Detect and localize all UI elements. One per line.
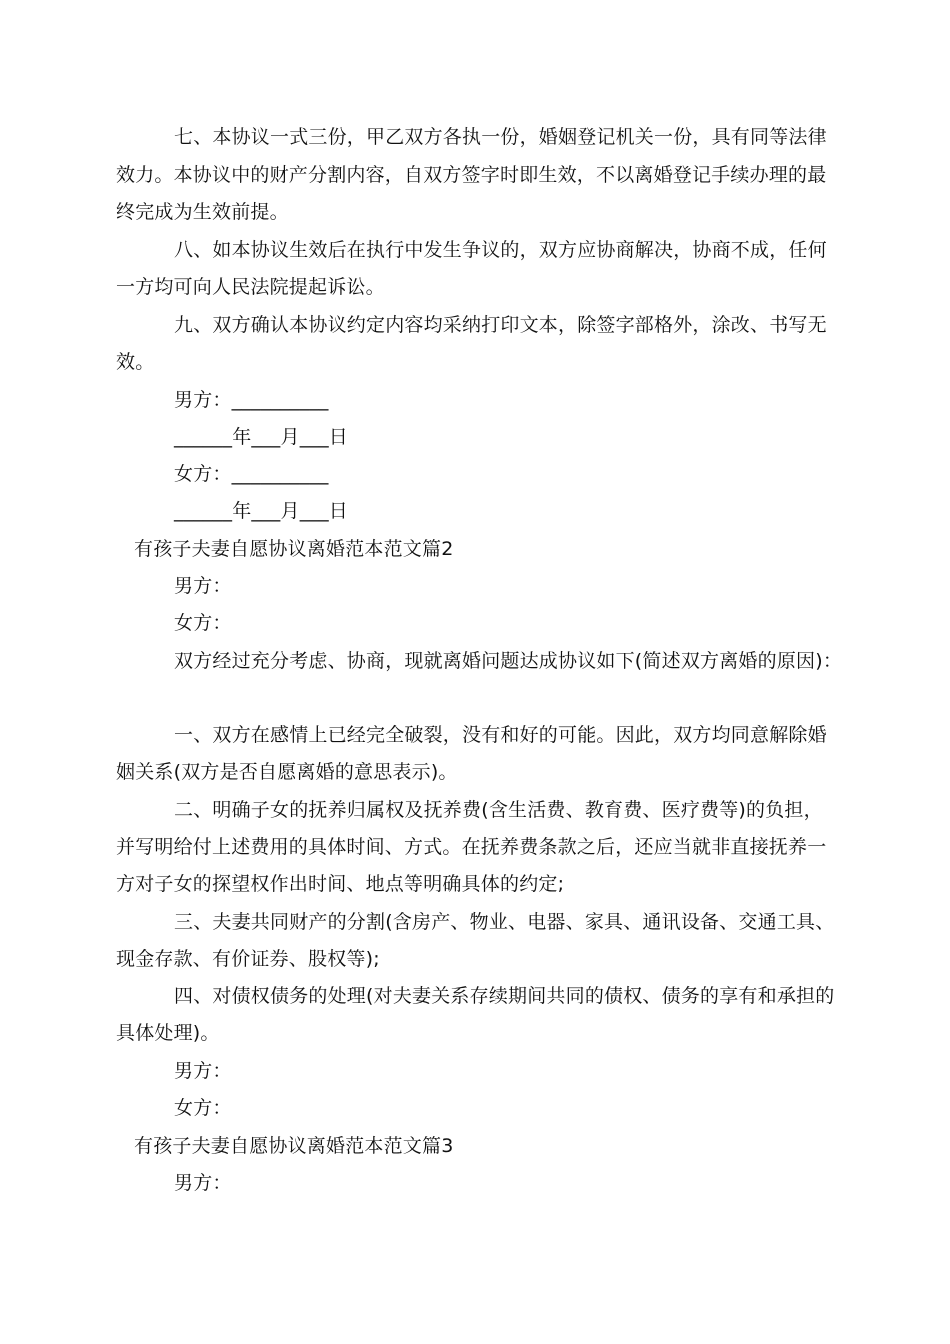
section-2-male-sign: 男方：	[174, 1060, 232, 1082]
date-line-2: ______年___月___日	[174, 500, 349, 522]
item-4-line-1: 四、对债权债务的处理(对夫妻关系存续期间共同的债权、债务的享有和承担的	[174, 985, 835, 1007]
section-2-male: 男方：	[174, 575, 232, 597]
male-signature-line: 男方：__________	[174, 389, 329, 411]
item-3-line-1: 三、夫妻共同财产的分割(含房产、物业、电器、家具、通讯设备、交通工具、	[174, 911, 835, 933]
item-3-line-2: 现金存款、有价证券、股权等);	[116, 948, 380, 970]
clause-7-line-1: 七、本协议一式三份，甲乙双方各执一份，婚姻登记机关一份，具有同等法律	[174, 126, 827, 148]
item-2-line-2: 并写明给付上述费用的具体时间、方式。在抚养费条款之后，还应当就非直接抚养一	[116, 836, 827, 858]
section-2-intro: 双方经过充分考虑、协商，现就离婚问题达成协议如下(简述双方离婚的原因)：	[174, 650, 843, 672]
female-signature-line: 女方：__________	[174, 463, 329, 485]
item-2-line-3: 方对子女的探望权作出时间、地点等明确具体的约定;	[116, 873, 565, 895]
clause-8-line-1: 八、如本协议生效后在执行中发生争议的，双方应协商解决，协商不成，任何	[174, 239, 827, 261]
item-4-line-2: 具体处理)。	[116, 1022, 220, 1044]
clause-9-line-2: 效。	[116, 351, 155, 373]
section-3-male: 男方：	[174, 1172, 232, 1194]
clause-8-line-2: 一方均可向人民法院提起诉讼。	[116, 276, 385, 298]
section-2-female-sign: 女方：	[174, 1097, 232, 1119]
date-line-1: ______年___月___日	[174, 426, 349, 448]
item-2-line-1: 二、明确子女的抚养归属权及抚养费(含生活费、教育费、医疗费等)的负担，	[174, 799, 823, 821]
clause-7-line-3: 终完成为生效前提。	[116, 201, 289, 223]
clause-9-line-1: 九、双方确认本协议约定内容均采纳打印文本，除签字部格外，涂改、书写无	[174, 314, 827, 336]
clause-7-line-2: 效力。本协议中的财产分割内容，自双方签字时即生效，不以离婚登记手续办理的最	[116, 164, 827, 186]
heading-article-2: 有孩子夫妻自愿协议离婚范本范文篇2	[134, 538, 454, 560]
item-1-line-2: 姻关系(双方是否自愿离婚的意思表示)。	[116, 761, 458, 783]
item-1-line-1: 一、双方在感情上已经完全破裂，没有和好的可能。因此，双方均同意解除婚	[174, 724, 827, 746]
section-2-female: 女方：	[174, 612, 232, 634]
heading-article-3: 有孩子夫妻自愿协议离婚范本范文篇3	[134, 1135, 454, 1157]
